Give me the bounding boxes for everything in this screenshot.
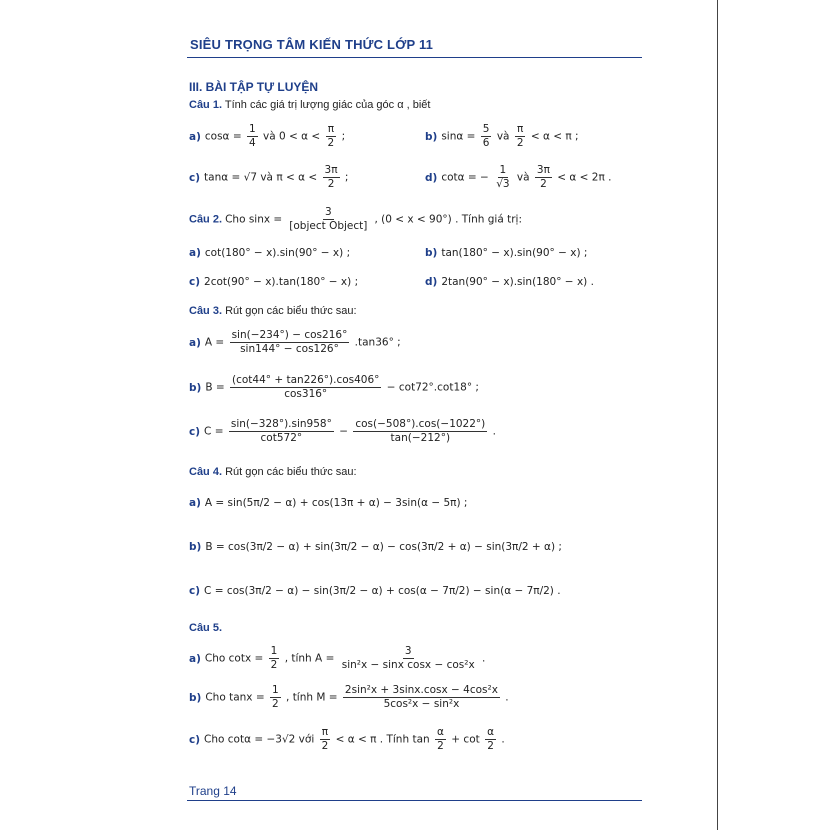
- q4-a: a) A = sin(5π/2 − α) + cos(13π + α) − 3sin(α − 5π) ;: [189, 497, 468, 509]
- q5-b: b) Cho tanx = $\frac{1}{2}$ , tính M = $\frac{\text{2sin²x + 3sinx.cosx − 4cos²x}}{\text{5cos²x − sin²x}}$ .: [189, 684, 509, 710]
- q5-c: c) Cho cotα = −3√2 với $\frac{\pi}{2}$ < α < π . Tính tan $\frac{\alpha}{2}$ + cot $\frac{\alpha}{2}$ .: [189, 726, 505, 752]
- page-number: Trang 14: [189, 784, 237, 798]
- q2-c: c) 2cot(90° − x).tan(180° − x) ;: [189, 276, 359, 288]
- q3-a: a) A = $\frac{\sin(-234^\circ) - \cos 216^\circ}{\sin 144^\circ - \cos 126^\circ}$ .tan36° ;: [189, 329, 401, 355]
- q3-c: c) C = $\frac{\sin(-328^\circ).\sin 958^\circ}{\cot 572^\circ}$ − $\frac{\cos(-508^\circ).\cos(-1022^\circ)}{\tan(-212^\circ)}$ .: [189, 418, 496, 444]
- q1-d: d) cotα = − $\frac{1}{√3}$ và $\frac{3\pi}{2}$ < α < 2π .: [425, 164, 612, 190]
- q2-a: a) cot(180° − x).sin(90° − x) ;: [189, 247, 351, 259]
- q5-prompt: Câu 5.: [189, 622, 223, 634]
- q2-d: d) 2tan(90° − x).sin(180° − x) .: [425, 276, 594, 288]
- q5-a: a) Cho cotx = $\frac{1}{2}$ , tính A = $\frac{3}{\text{sin²x − sinx cosx − cos²x}}$ .: [189, 645, 486, 671]
- q4-prompt: Câu 4. Rút gọn các biểu thức sau:: [189, 466, 357, 478]
- q4-b: b) B = cos(3π/2 − α) + sin(3π/2 − α) − cos(3π/2 + α) − sin(3π/2 + α) ;: [189, 541, 562, 553]
- q1-a: a) cosα = $\frac{1}{4}$ và 0 < α < $\frac{\pi}{2}$ ;: [189, 123, 346, 149]
- q4-c: c) C = cos(3π/2 − α) − sin(3π/2 − α) + cos(α − 7π/2) − sin(α − 7π/2) .: [189, 585, 561, 597]
- page-header: SIÊU TRỌNG TÂM KIẾN THỨC LỚP 11: [190, 37, 434, 52]
- section-title: III. BÀI TẬP TỰ LUYỆN: [189, 80, 319, 94]
- q2-b: b) tan(180° − x).sin(90° − x) ;: [425, 247, 588, 259]
- q1-c: c) tanα = √7 và π < α < $\frac{3\pi}{2}$ ;: [189, 164, 349, 190]
- header-rule: [187, 57, 642, 58]
- q2-prompt: Câu 2. Cho sinx = $\frac{3}{\text{[object Object]}}$ , (0 < x < 90°) . Tính giá trị:: [189, 206, 522, 232]
- q1-b: b) sinα = $\frac{5}{6}$ và $\frac{\pi}{2}$ < α < π ;: [425, 123, 579, 149]
- q3-prompt: Câu 3. Rút gọn các biểu thức sau:: [189, 305, 357, 317]
- footer-rule: [187, 800, 642, 801]
- q1-prompt: Câu 1. Tính các giá trị lượng giác của góc α , biết: [189, 99, 431, 111]
- q3-b: b) B = $\frac{(\cot 44^\circ + \tan 226^\circ).\cos 406^\circ}{\cos 316^\circ}$ − cot72°.cot18° ;: [189, 374, 479, 400]
- page-edge-line: [717, 0, 718, 830]
